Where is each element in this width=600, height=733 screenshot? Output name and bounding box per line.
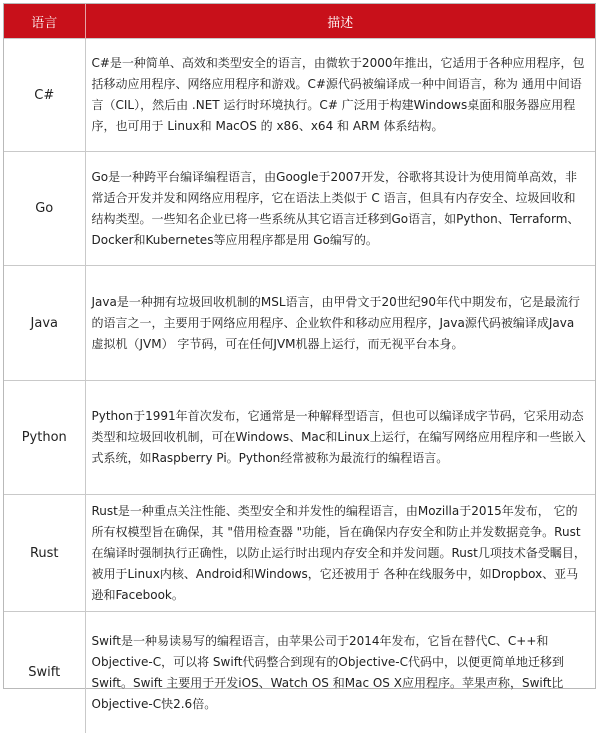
language-cell: Rust xyxy=(4,495,85,612)
language-cell: Go xyxy=(4,152,85,266)
table-row xyxy=(4,266,595,381)
header-language: 语言 xyxy=(4,4,85,39)
language-comparison-table xyxy=(4,4,595,733)
table-row xyxy=(4,381,595,495)
language-cell: Swift xyxy=(4,612,85,733)
language-cell: Python xyxy=(4,381,85,495)
description-cell: Java是一种拥有垃圾回收机制的MSL语言，由甲骨文于20世纪90年代中期发布，它是最流行的语言之一，主要用于网络应用程序、企业软件和移动应用程序，Java源代码被编译成Java 虚拟机（JVM） 字节码，可在任何JVM机器上运行，而无视平台本身。 xyxy=(85,266,595,381)
comparison-table-frame xyxy=(3,3,596,689)
table-row xyxy=(4,495,595,612)
language-cell: C# xyxy=(4,39,85,152)
table-row xyxy=(4,152,595,266)
table-row xyxy=(4,39,595,152)
language-cell: Java xyxy=(4,266,85,381)
description-cell: C#是一种简单、高效和类型安全的语言，由微软于2000年推出，它适用于各种应用程序，包括移动应用程序、网络应用程序和游戏。C#源代码被编译成一种中间语言，称为 通用中间语言（CIL），然后由 .NET 运行时环境执行。C# 广泛用于构建Windows桌面和服务器应用程序，也可用于 Linux和 MacOS 的 x86、x64 和 ARM 体系结构。 xyxy=(85,39,595,152)
header-description: 描述 xyxy=(85,4,595,39)
description-cell: Go是一种跨平台编译编程语言，由Google于2007开发，谷歌将其设计为使用简单高效，非常适合开发并发和网络应用程序，它在语法上类似于 C 语言，但具有内存安全、垃圾回收和结构类型。一些知名企业已将一些系统从其它语言迁移到Go语言，如Python、Terraform、Docker和Kubernetes等应用程序都是用 Go编写的。 xyxy=(85,152,595,266)
table-row xyxy=(4,612,595,733)
description-cell: Swift是一种易读易写的编程语言，由苹果公司于2014年发布，它旨在替代C、C++和Objective-C，可以将 Swift代码整合到现有的Objective-C代码中，以便更简单地迁移到Swift。Swift 主要用于开发iOS、Watch OS 和Mac OS X应用程序。苹果声称，Swift比Objective-C快2.6倍。 xyxy=(85,612,595,733)
description-cell: Python于1991年首次发布，它通常是一种解释型语言，但也可以编译成字节码，它采用动态类型和垃圾回收机制，可在Windows、Mac和Linux上运行，在编写网络应用程序和一些嵌入式系统，如Raspberry Pi。Python经常被称为最流行的编程语言。 xyxy=(85,381,595,495)
table-header-row xyxy=(4,4,595,39)
description-cell: Rust是一种重点关注性能、类型安全和并发性的编程语言，由Mozilla于2015年发布， 它的所有权模型旨在确保，其 "借用检查器 "功能，旨在确保内存安全和防止并发数据竞争。Rust在编译时强制执行正确性，以防止运行时出现内存安全和并发问题。Rust几项技术备受瞩目，被用于Linux内核、Android和Windows，它还被用于 各种在线服务中，如Dropbox、亚马逊和Facebook。 xyxy=(85,495,595,612)
